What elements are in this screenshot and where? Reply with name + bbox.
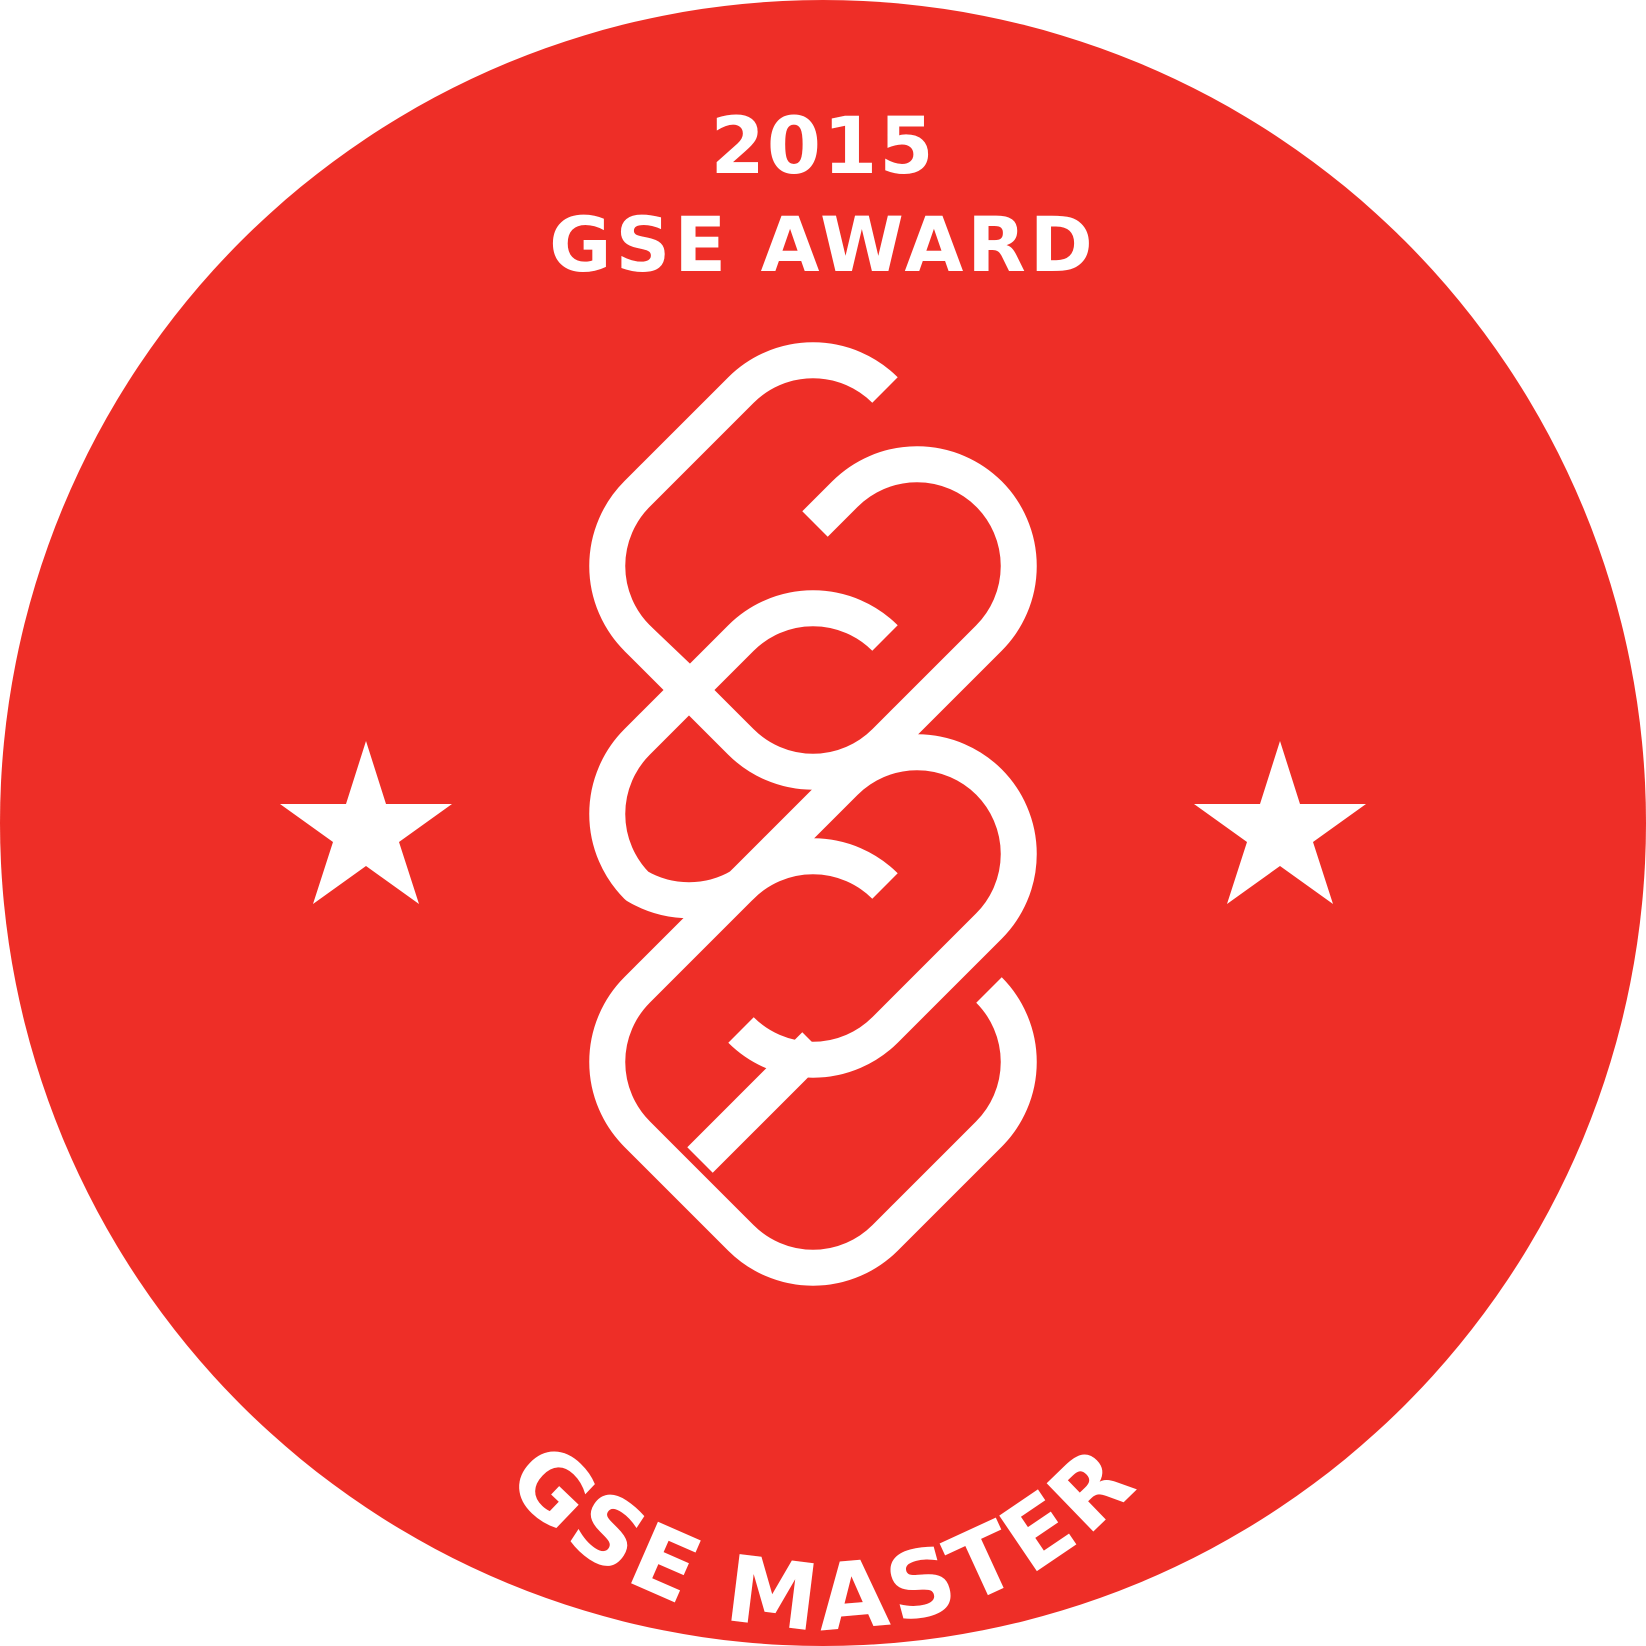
award-title: GSE AWARD <box>549 200 1097 289</box>
rank-title: GSE MASTER <box>488 1422 1158 1646</box>
award-year: 2015 <box>710 102 936 192</box>
